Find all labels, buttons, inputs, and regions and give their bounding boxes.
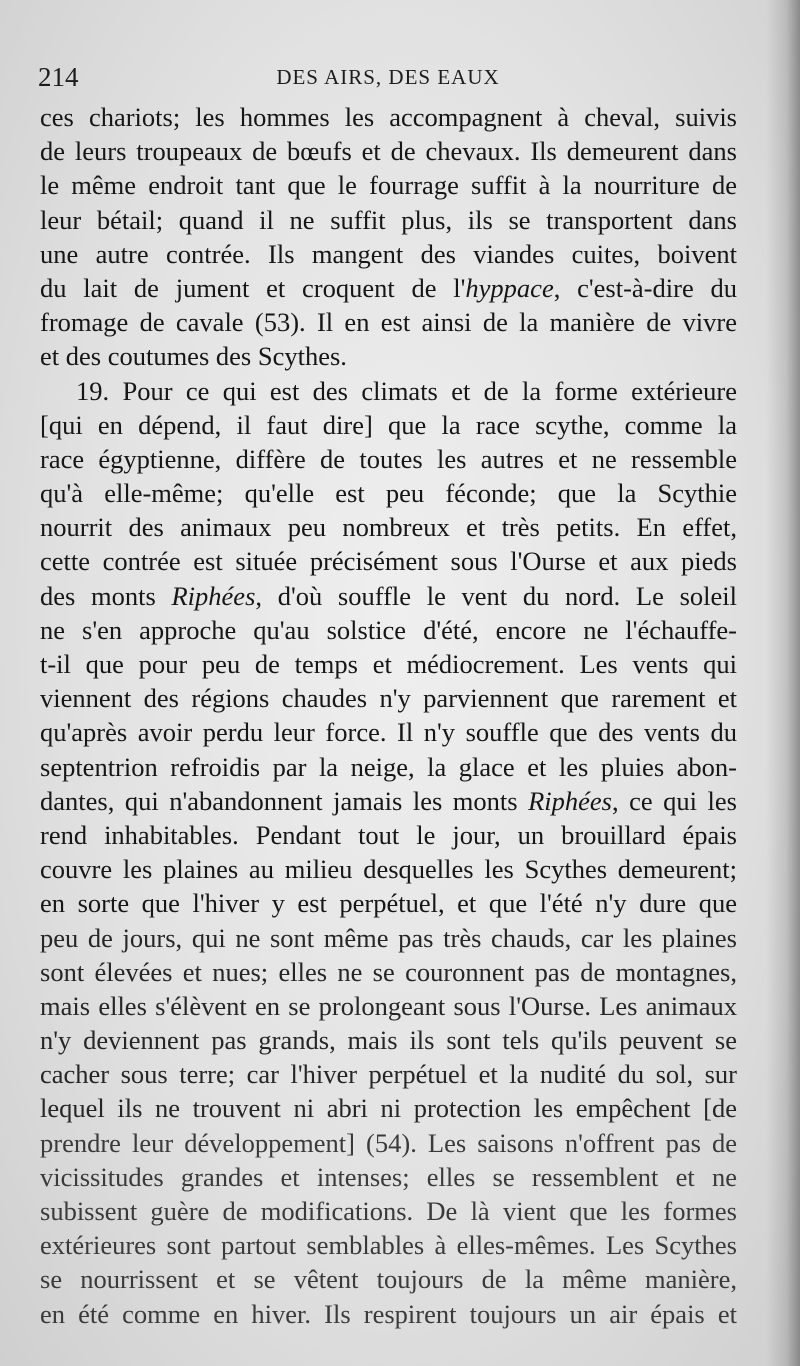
text-segment: se nourrissent et se vêtent toujours de la même manière, (40, 1264, 737, 1295)
text-segment: en sorte que l'hiver y est perpétuel, et que l'été n'y dure que (40, 888, 737, 919)
text-line (40, 715, 737, 749)
text-line (40, 1126, 737, 1160)
text-line (40, 886, 737, 920)
text-segment: ces chariots; les hommes les accompagnent à cheval, suivis (40, 102, 737, 132)
text-segment: qu'à elle-même; qu'elle est peu féconde; que la Scythie (40, 478, 737, 509)
text-line (40, 955, 737, 989)
text-segment: peu de jours, qui ne sont même pas très chauds, car les plaines (40, 922, 737, 953)
text-segment: viennent des régions chaudes n'y parviennent que rarement et (40, 683, 737, 714)
text-segment: extérieures sont partout semblables à elles-mêmes. Les Scythes (40, 1230, 737, 1261)
text-segment: des monts (40, 580, 172, 611)
text-line (40, 442, 737, 476)
running-title: DES AIRS, DES EAUX (276, 65, 500, 89)
text-line (40, 579, 737, 613)
text-segment: t-il que pour peu de temps et médiocrement. Les vents qui (40, 649, 737, 679)
text-segment: cacher sous terre; car l'hiver perpétuel et la nudité du sol, sur (40, 1059, 737, 1090)
text-line (40, 203, 737, 237)
text-line (40, 408, 737, 442)
gutter-shadow (766, 0, 800, 1366)
text-segment: qu'après avoir perdu leur force. Il n'y souffle que des vents du (40, 717, 737, 748)
text-segment: leur bétail; quand il ne suffit plus, ils se transportent dans (40, 204, 737, 235)
text-line (40, 134, 737, 168)
text-line (40, 305, 737, 339)
page-number: 214 (38, 62, 79, 92)
text-line (40, 818, 737, 852)
text-segment: rend inhabitables. Pendant tout le jour, un brouillard épais (40, 819, 737, 850)
running-head (38, 62, 738, 96)
text-line (40, 1194, 737, 1228)
text-line (40, 1160, 737, 1194)
body-text (40, 100, 737, 1331)
text-segment: nourrit des animaux peu nombreux et très petits. En effet, (40, 512, 737, 543)
text-segment: cette contrée est située précisément sous l'Ourse et aux pieds (40, 546, 737, 577)
text-segment: sont élevées et nues; elles ne se couronnent pas de montagnes, (40, 956, 737, 987)
text-line (40, 271, 737, 305)
italic-term: Riphées (528, 785, 612, 816)
text-segment: race égyptienne, diffère de toutes les autres et ne ressemble (40, 443, 737, 474)
text-line (40, 1228, 737, 1262)
text-segment: vicissitudes grandes et intenses; elles se ressemblent et ne (40, 1161, 737, 1192)
text-segment: subissent guère de modifications. De là vient que les formes (40, 1196, 737, 1226)
text-line (40, 852, 737, 886)
text-line (40, 989, 737, 1023)
text-line (40, 921, 737, 955)
text-segment: n'y deviennent pas grands, mais ils sont tels qu'ils peuvent se (40, 1025, 737, 1056)
text-segment: , c'est-à-dire du (553, 272, 737, 303)
text-segment: [qui en dépend, il faut dire] que la race scythe, comme la (40, 409, 737, 440)
italic-term: hyppace (465, 272, 554, 303)
text-segment: mais elles s'élèvent en se prolongeant sous l'Ourse. Les animaux (40, 990, 737, 1021)
text-segment: 19. Pour ce qui est des climats et de la forme extérieure (76, 375, 737, 406)
text-line (40, 544, 737, 578)
text-line (40, 647, 737, 681)
text-segment: de leurs troupeaux de bœufs et de chevaux. Ils demeurent dans (40, 136, 737, 167)
text-line (40, 613, 737, 647)
text-line (40, 374, 737, 408)
text-segment: prendre leur développement] (54). Les saisons n'offrent pas de (40, 1127, 737, 1158)
text-line (40, 237, 737, 271)
text-segment: , ce qui les (612, 785, 737, 816)
text-line (40, 1091, 737, 1125)
text-segment: ne s'en approche qu'au solstice d'été, encore ne l'échauffe- (40, 614, 737, 645)
text-line (40, 681, 737, 715)
text-line (40, 784, 737, 818)
text-segment: le même endroit tant que le fourrage suffit à la nourriture de (40, 170, 737, 201)
text-line (40, 100, 737, 134)
text-segment: , d'où souffle le vent du nord. Le soleil (255, 580, 737, 611)
text-segment: et des coutumes des Scythes. (40, 341, 347, 372)
text-line (40, 510, 737, 544)
text-line (40, 750, 737, 784)
text-segment: fromage de cavale (53). Il en est ainsi de la manière de vivre (40, 307, 737, 338)
text-segment: dantes, qui n'abandonnent jamais les monts (40, 785, 529, 816)
text-line (40, 1262, 737, 1296)
text-segment: du lait de jument et croquent de l' (40, 272, 466, 303)
italic-term: Riphées (171, 580, 256, 611)
text-segment: en été comme en hiver. Ils respirent toujours un air épais et (40, 1298, 737, 1329)
text-segment: lequel ils ne trouvent ni abri ni protection les empêchent [de (40, 1093, 737, 1124)
text-line (40, 1297, 737, 1331)
text-line (40, 1023, 737, 1057)
text-line (40, 1057, 737, 1091)
text-segment: une autre contrée. Ils mangent des viandes cuites, boivent (40, 238, 737, 269)
text-segment: couvre les plaines au milieu desquelles les Scythes demeurent; (40, 854, 737, 885)
text-line (40, 168, 737, 202)
text-line (40, 476, 737, 510)
text-line (40, 339, 737, 373)
text-segment: septentrion refroidis par la neige, la glace et les pluies abon- (40, 751, 737, 782)
